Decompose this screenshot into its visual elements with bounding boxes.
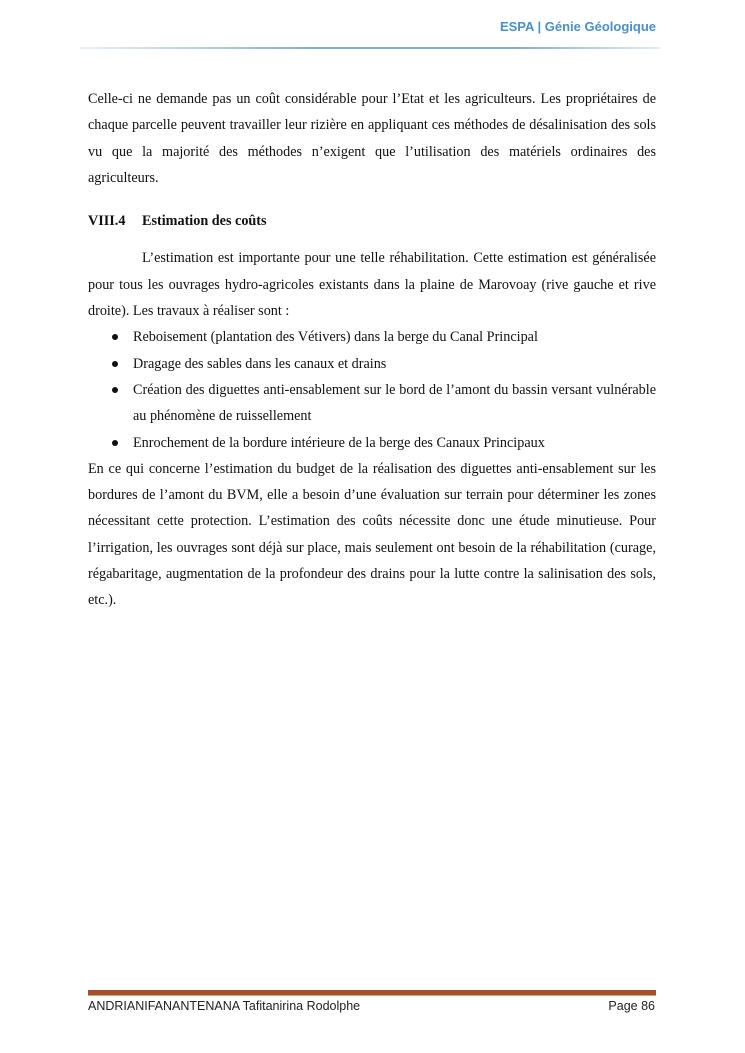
list-item bbox=[88, 377, 656, 430]
bullet-icon bbox=[112, 440, 118, 446]
intro-paragraph: Celle-ci ne demande pas un coût considérable pour l’Etat et les agriculteurs. Les propriétaires de chaque parcelle peuvent travailler leur rizière en appliquant ces méthodes de désalinisation des sols vu que la majorité des méthodes n’exigent que l’utilisation des matériels ordinaires des agriculteurs. bbox=[88, 91, 656, 186]
works-list bbox=[88, 324, 656, 455]
footer-author: ANDRIANIFANANTENANA Tafitanirina Rodolphe bbox=[88, 999, 361, 1013]
list-item-text: Création des diguettes anti-ensablement sur le bord de l’amont du bassin versant vulnérable au phénomène de ruissellement bbox=[133, 381, 656, 425]
bullet-icon bbox=[112, 361, 118, 367]
bullet-icon bbox=[112, 387, 118, 393]
page-content bbox=[88, 86, 656, 614]
page-number: Page 86 bbox=[608, 999, 655, 1013]
section-title: Estimation des coûts bbox=[142, 213, 267, 230]
footer-divider bbox=[88, 990, 656, 996]
estimation-paragraph: L’estimation est importante pour une telle réhabilitation. Cette estimation est généralisée pour tous les ouvrages hydro-agricoles existants dans la plaine de Marovoay (rive gauche et rive droite). Les travaux à réaliser sont : bbox=[88, 250, 656, 320]
section-number: VIII.4 bbox=[88, 213, 126, 230]
list-item-text: Dragage des sables dans les canaux et drains bbox=[133, 355, 387, 372]
list-item-text: Enrochement de la bordure intérieure de la berge des Canaux Principaux bbox=[133, 434, 545, 451]
section-heading bbox=[88, 208, 656, 234]
closing-paragraph: En ce qui concerne l’estimation du budget de la réalisation des diguettes anti-ensablement sur les bordures de l’amont du BVM, elle a besoin d’une évaluation sur terrain pour déterminer les zones nécessitant cette protection. L’estimation des coûts nécessite donc une étude minutieuse. Pour l’irrigation, les ouvrages sont déjà sur place, mais seulement ont besoin de la réhabilitation (curage, régabaritage, augmentation de la profondeur des drains pour la lutte contre la salinisation des sols, etc.). bbox=[88, 460, 656, 609]
list-item bbox=[88, 324, 656, 350]
list-item-text: Reboisement (plantation des Vétivers) dans la berge du Canal Principal bbox=[133, 329, 538, 346]
list-item bbox=[88, 351, 656, 377]
header-divider bbox=[80, 47, 660, 49]
header-title: ESPA | Génie Géologique bbox=[499, 19, 656, 34]
bullet-icon bbox=[112, 334, 118, 340]
list-item bbox=[88, 430, 656, 456]
